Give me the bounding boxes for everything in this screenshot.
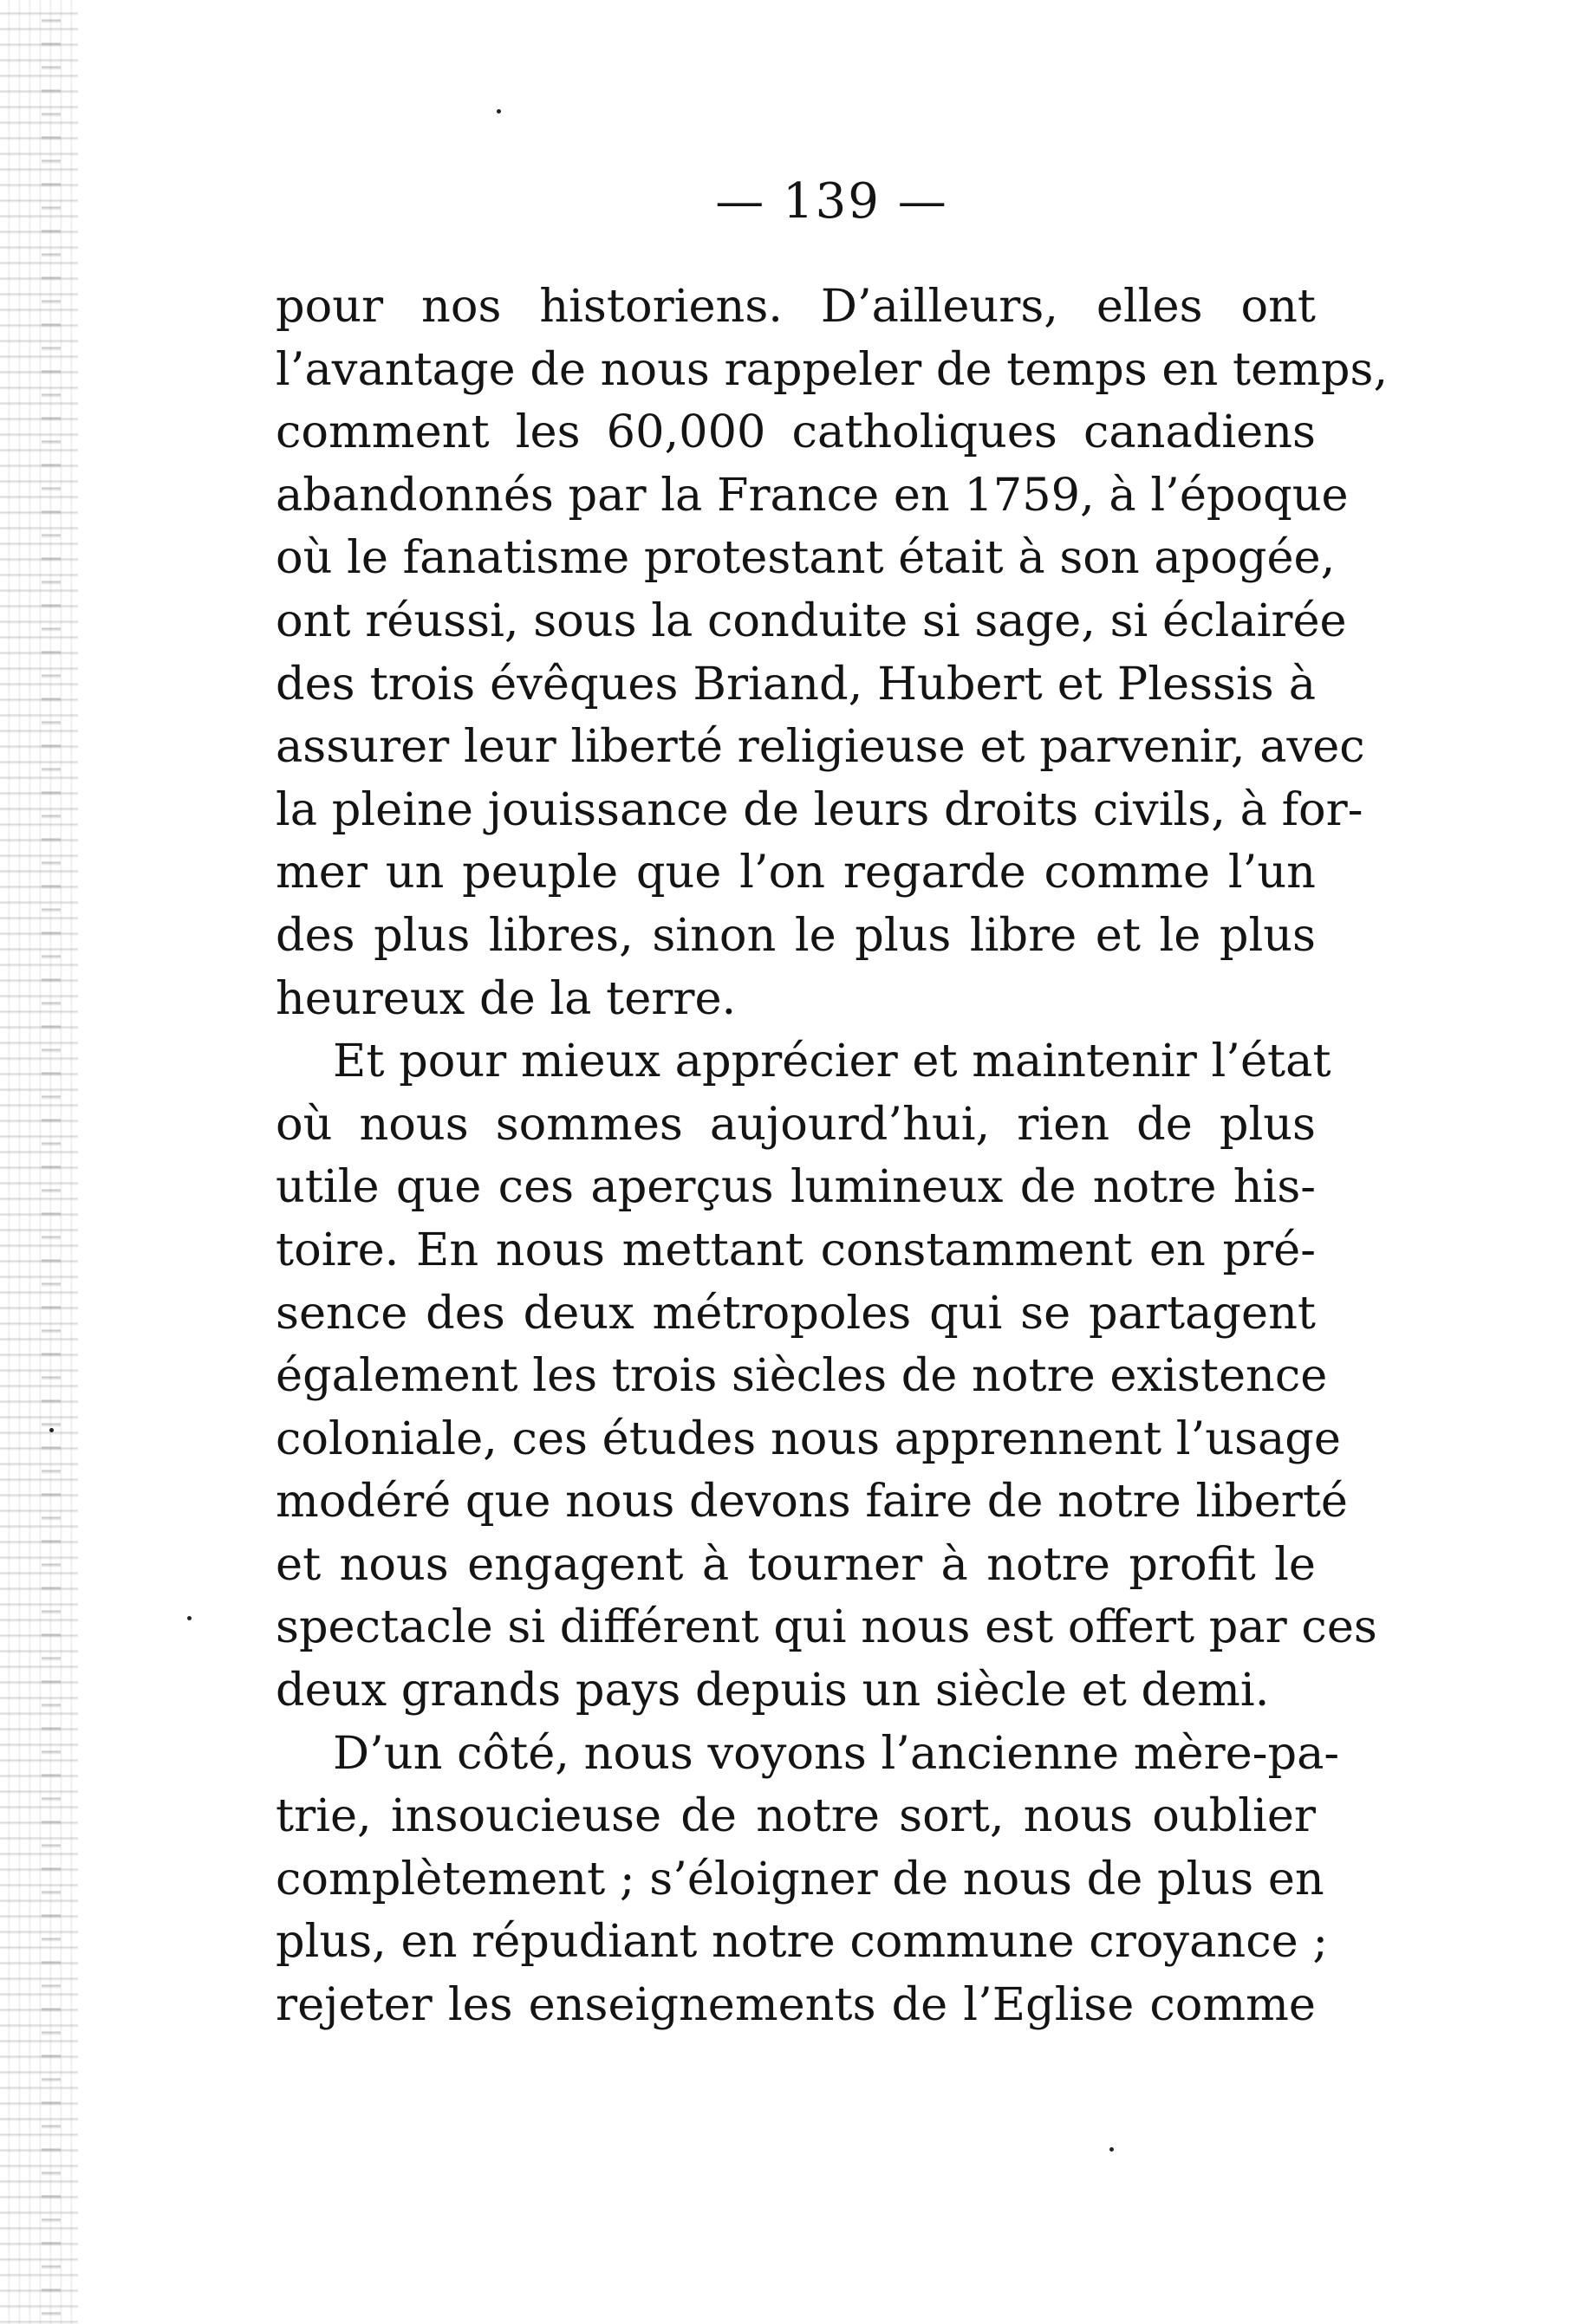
text-line: coloniale, ces études nous apprennent l’usage: [276, 1412, 1341, 1465]
ink-speck: [49, 1428, 54, 1432]
text-line: trie, insoucieuse de notre sort, nous oublier: [276, 1789, 1316, 1843]
text-line: plus, en répudiant notre commune croyance ;: [276, 1915, 1329, 1969]
text-line: mer un peuple que l’on regarde comme l’un: [276, 846, 1316, 899]
text-line: assurer leur liberté religieuse et parvenir, avec: [276, 720, 1365, 774]
text-line: également les trois siècles de notre existence: [276, 1349, 1328, 1403]
text-line: spectacle si différent qui nous est offert par ces: [276, 1600, 1377, 1654]
text-line: et nous engagent à tourner à notre profit le: [276, 1537, 1316, 1591]
ink-speck: [187, 1616, 192, 1620]
text-line: où le fanatisme protestant était à son apogée,: [276, 531, 1336, 585]
text-line: pour nos historiens. D’ailleurs, elles ont: [276, 280, 1316, 333]
text-line: utile que ces aperçus lumineux de notre his-: [276, 1160, 1316, 1214]
body-text: [276, 276, 1389, 2037]
text-line: comment les 60,000 catholiques canadiens: [276, 406, 1316, 459]
text-line: Et pour mieux apprécier et maintenir l’état: [333, 1035, 1331, 1088]
text-line: modéré que nous devons faire de notre liberté: [276, 1475, 1348, 1529]
text-line: des trois évêques Briand, Hubert et Plessis à: [276, 657, 1316, 711]
text-line: abandonnés par la France en 1759, à l’époque: [276, 468, 1349, 522]
text-line: où nous sommes aujourd’hui, rien de plus: [276, 1097, 1316, 1151]
page-number: — 139 —: [715, 173, 948, 230]
text-line: rejeter les enseignements de l’Eglise comme: [276, 1978, 1316, 2032]
text-line: complètement ; s’éloigner de nous de plus en: [276, 1852, 1324, 1905]
scanned-binding-edge: [0, 0, 78, 2324]
text-line: ont réussi, sous la conduite si sage, si éclairée: [276, 594, 1347, 647]
text-line: heureux de la terre.: [276, 971, 737, 1025]
text-line: l’avantage de nous rappeler de temps en temps,: [276, 342, 1389, 396]
text-line: D’un côté, nous voyons l’ancienne mère-pa-: [333, 1726, 1340, 1780]
text-line: deux grands pays depuis un siècle et demi.: [276, 1664, 1270, 1717]
text-line: des plus libres, sinon le plus libre et le plus: [276, 908, 1316, 962]
text-line: sence des deux métropoles qui se partagent: [276, 1286, 1316, 1340]
ink-speck: [497, 109, 501, 114]
ink-speck: [1109, 2147, 1114, 2152]
text-line: la pleine jouissance de leurs droits civils, à for-: [276, 782, 1363, 836]
text-line: toire. En nous mettant constamment en pré-: [276, 1223, 1316, 1276]
